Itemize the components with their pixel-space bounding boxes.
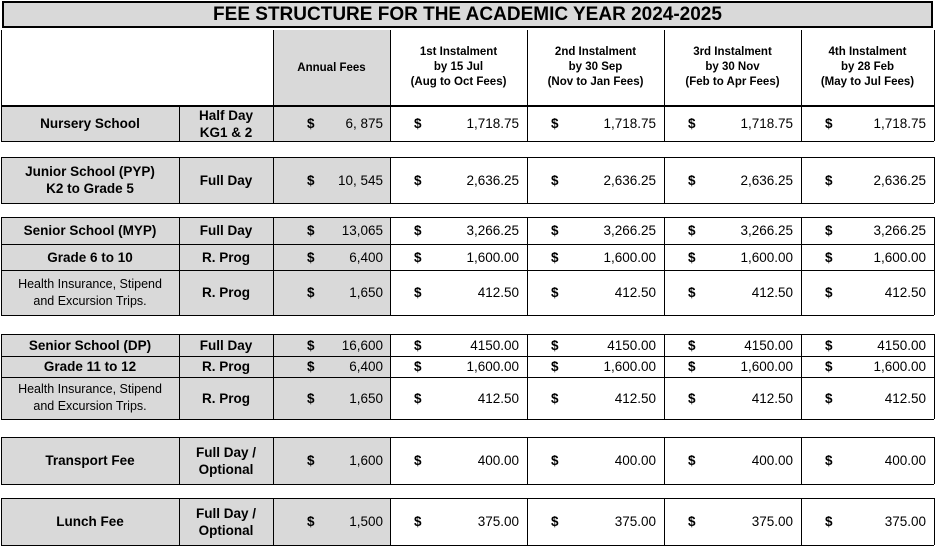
instalment-amount: 375.00 <box>884 514 926 529</box>
currency-symbol: $ <box>414 223 422 238</box>
currency-symbol: $ <box>414 116 422 131</box>
grid-line <box>1 484 934 485</box>
currency-symbol: $ <box>688 453 696 468</box>
text-line: Transport Fee <box>45 453 135 468</box>
instalment-header-4 <box>801 38 934 96</box>
text-line: Full Day <box>199 337 253 353</box>
currency-symbol: $ <box>551 116 559 131</box>
instalment-amount: 412.50 <box>751 390 793 406</box>
currency-symbol: $ <box>551 223 559 238</box>
instalment-amount: 375.00 <box>477 514 519 529</box>
grid-line <box>527 498 528 545</box>
text-line: and Excursion Trips. <box>33 399 147 413</box>
grid-line <box>273 157 274 203</box>
category-label <box>1 244 179 270</box>
instalment-amount: 1,600.00 <box>740 249 793 265</box>
instalment-amount: 412.50 <box>477 390 519 406</box>
currency-symbol: $ <box>551 337 559 353</box>
instalment-amount: 412.50 <box>614 285 656 300</box>
currency-symbol: $ <box>688 249 696 265</box>
program-type <box>179 334 273 356</box>
currency-symbol: $ <box>688 514 696 529</box>
annual-fees-header <box>273 30 390 106</box>
text-line: Optional <box>198 461 254 477</box>
text-line: R. Prog <box>201 285 250 300</box>
currency-symbol: $ <box>414 359 422 374</box>
instalment-amount: 1,600.00 <box>466 249 519 265</box>
grid-line <box>664 498 665 545</box>
grid-line <box>273 217 274 315</box>
text-line: R. Prog <box>201 390 250 406</box>
currency-symbol: $ <box>825 172 833 188</box>
instalment-amount: 2,636.25 <box>466 172 519 188</box>
instalment-header-1 <box>390 38 527 96</box>
instalment-amount: 1,600.00 <box>603 249 656 265</box>
annual-fee-amount: 6,400 <box>349 249 383 265</box>
instalment-amount: 2,636.25 <box>603 172 656 188</box>
grid-line <box>664 437 665 484</box>
program-type <box>179 157 273 203</box>
category-label <box>1 334 179 356</box>
currency-symbol: $ <box>307 337 315 353</box>
annual-fee-amount: 16,600 <box>341 337 383 353</box>
instalment-header-2 <box>527 38 664 96</box>
currency-symbol: $ <box>307 172 315 188</box>
annual-fees-label: Annual Fees <box>297 61 366 74</box>
category-label <box>1 270 179 315</box>
annual-fee-amount: 1,500 <box>349 514 383 529</box>
instalment-amount: 3,266.25 <box>873 223 926 238</box>
instalment-amount: 400.00 <box>614 453 656 468</box>
instalment-amount: 400.00 <box>751 453 793 468</box>
program-type <box>179 498 273 545</box>
category-label <box>1 437 179 484</box>
program-type <box>179 270 273 315</box>
instalment-amount: 412.50 <box>751 285 793 300</box>
instalment-amount: 1,718.75 <box>603 116 656 131</box>
currency-symbol: $ <box>551 249 559 265</box>
currency-symbol: $ <box>307 116 315 131</box>
instalment-amount: 3,266.25 <box>740 223 793 238</box>
annual-fee-amount: 1,600 <box>349 453 383 468</box>
currency-symbol: $ <box>825 116 833 131</box>
annual-fee-amount: 6, 875 <box>345 116 383 131</box>
currency-symbol: $ <box>551 172 559 188</box>
text-line: 1st Instalment <box>419 45 498 58</box>
grid-line <box>801 157 802 203</box>
program-type <box>179 217 273 244</box>
currency-symbol: $ <box>825 337 833 353</box>
annual-fee-amount: 1,650 <box>349 285 383 300</box>
instalment-amount: 4150.00 <box>470 337 519 353</box>
instalment-amount: 2,636.25 <box>740 172 793 188</box>
text-line: Full Day / <box>195 505 256 521</box>
currency-symbol: $ <box>414 453 422 468</box>
text-line: (Nov to Jan Fees) <box>547 75 644 88</box>
currency-symbol: $ <box>688 390 696 406</box>
grid-line <box>1 419 934 420</box>
instalment-amount: 1,600.00 <box>603 359 656 374</box>
grid-line <box>801 106 802 141</box>
currency-symbol: $ <box>414 285 422 300</box>
text-line: 3rd Instalment <box>693 45 772 58</box>
instalment-amount: 400.00 <box>477 453 519 468</box>
currency-symbol: $ <box>551 514 559 529</box>
grid-line <box>1 141 934 142</box>
grid-line <box>664 106 665 141</box>
annual-fee-amount: 13,065 <box>341 223 383 238</box>
currency-symbol: $ <box>307 453 315 468</box>
text-line: Grade 6 to 10 <box>47 249 133 265</box>
text-line: Grade 11 to 12 <box>43 359 137 374</box>
instalment-amount: 400.00 <box>884 453 926 468</box>
instalment-amount: 412.50 <box>614 390 656 406</box>
currency-symbol: $ <box>307 223 315 238</box>
grid-line <box>664 157 665 203</box>
annual-fee-amount: 10, 545 <box>337 172 383 188</box>
text-line: Lunch Fee <box>56 514 124 529</box>
currency-symbol: $ <box>825 285 833 300</box>
text-line: K2 to Grade 5 <box>46 181 134 196</box>
currency-symbol: $ <box>825 390 833 406</box>
currency-symbol: $ <box>825 453 833 468</box>
grid-line <box>801 498 802 545</box>
category-label <box>1 356 179 377</box>
text-line: Health Insurance, Stipend <box>18 382 162 396</box>
instalment-amount: 4150.00 <box>607 337 656 353</box>
text-line: Senior School (DP) <box>28 337 152 353</box>
instalment-amount: 3,266.25 <box>603 223 656 238</box>
text-line: by 15 Jul <box>433 60 484 73</box>
instalment-amount: 1,718.75 <box>873 116 926 131</box>
text-line: Full Day / <box>195 444 256 460</box>
program-type <box>179 437 273 484</box>
currency-symbol: $ <box>307 285 315 300</box>
text-line: Full Day <box>199 172 253 188</box>
text-line: R. Prog <box>201 359 250 374</box>
currency-symbol: $ <box>825 514 833 529</box>
grid-line <box>527 106 528 141</box>
currency-symbol: $ <box>307 359 315 374</box>
instalment-amount: 1,600.00 <box>873 359 926 374</box>
grid-line <box>527 157 528 203</box>
currency-symbol: $ <box>688 337 696 353</box>
currency-symbol: $ <box>414 172 422 188</box>
text-line: Senior School (MYP) <box>23 223 157 238</box>
currency-symbol: $ <box>307 249 315 265</box>
grid-line <box>527 217 528 315</box>
text-line: by 28 Feb <box>840 60 895 73</box>
currency-symbol: $ <box>414 514 422 529</box>
currency-symbol: $ <box>551 453 559 468</box>
currency-symbol: $ <box>688 285 696 300</box>
program-type <box>179 244 273 270</box>
text-line: KG1 & 2 <box>199 124 253 140</box>
text-line: Health Insurance, Stipend <box>18 276 162 291</box>
instalment-amount: 4150.00 <box>744 337 793 353</box>
instalment-amount: 2,636.25 <box>873 172 926 188</box>
instalment-amount: 412.50 <box>884 285 926 300</box>
grid-line <box>390 217 391 315</box>
text-line: and Excursion Trips. <box>33 293 147 308</box>
instalment-amount: 412.50 <box>884 390 926 406</box>
grid-line <box>801 437 802 484</box>
currency-symbol: $ <box>307 514 315 529</box>
currency-symbol: $ <box>414 390 422 406</box>
text-line: Junior School (PYP) <box>25 164 155 179</box>
grid-line <box>273 498 274 545</box>
annual-fee-amount: 1,650 <box>349 390 383 406</box>
grid-line <box>1 203 934 204</box>
text-line: by 30 Sep <box>568 60 623 73</box>
text-line: Half Day <box>198 107 254 123</box>
category-label <box>1 377 179 419</box>
grid-line <box>664 217 665 315</box>
annual-fee-amount: 6,400 <box>349 359 383 374</box>
currency-symbol: $ <box>825 223 833 238</box>
instalment-amount: 375.00 <box>614 514 656 529</box>
program-type <box>179 106 273 141</box>
currency-symbol: $ <box>551 390 559 406</box>
grid-line <box>273 106 274 141</box>
instalment-amount: 1,718.75 <box>740 116 793 131</box>
program-type <box>179 356 273 377</box>
page-title: FEE STRUCTURE FOR THE ACADEMIC YEAR 2024-2025 <box>2 1 933 28</box>
text-line: Optional <box>198 522 254 538</box>
instalment-amount: 1,718.75 <box>466 116 519 131</box>
currency-symbol: $ <box>825 359 833 374</box>
instalment-amount: 4150.00 <box>877 337 926 353</box>
grid-line <box>1 315 934 316</box>
grid-line <box>390 437 391 484</box>
instalment-amount: 1,600.00 <box>466 359 519 374</box>
grid-line <box>801 217 802 315</box>
category-label <box>1 498 179 545</box>
grid-line <box>1 30 2 106</box>
text-line: (May to Jul Fees) <box>820 75 915 88</box>
text-line: R. Prog <box>201 249 250 265</box>
instalment-amount: 1,600.00 <box>873 249 926 265</box>
category-label <box>1 217 179 244</box>
instalment-amount: 375.00 <box>751 514 793 529</box>
currency-symbol: $ <box>307 390 315 406</box>
text-line: (Feb to Apr Fees) <box>685 75 780 88</box>
program-type <box>179 377 273 419</box>
currency-symbol: $ <box>551 285 559 300</box>
instalment-amount: 3,266.25 <box>466 223 519 238</box>
grid-line <box>390 157 391 203</box>
category-label <box>1 157 179 203</box>
text-line: by 30 Nov <box>705 60 760 73</box>
text-line: Nursery School <box>40 116 140 131</box>
currency-symbol: $ <box>688 223 696 238</box>
instalment-header-3 <box>664 38 801 96</box>
grid-line <box>390 106 391 141</box>
grid-line <box>390 498 391 545</box>
grid-line <box>273 437 274 484</box>
text-line: 4th Instalment <box>828 45 907 58</box>
text-line: (Aug to Oct Fees) <box>410 75 507 88</box>
currency-symbol: $ <box>688 172 696 188</box>
currency-symbol: $ <box>688 359 696 374</box>
currency-symbol: $ <box>414 337 422 353</box>
currency-symbol: $ <box>414 249 422 265</box>
text-line: Full Day <box>199 223 253 238</box>
text-line: 2nd Instalment <box>554 45 637 58</box>
currency-symbol: $ <box>825 249 833 265</box>
currency-symbol: $ <box>688 116 696 131</box>
currency-symbol: $ <box>551 359 559 374</box>
instalment-amount: 412.50 <box>477 285 519 300</box>
grid-line <box>527 437 528 484</box>
instalment-amount: 1,600.00 <box>740 359 793 374</box>
category-label <box>1 106 179 141</box>
